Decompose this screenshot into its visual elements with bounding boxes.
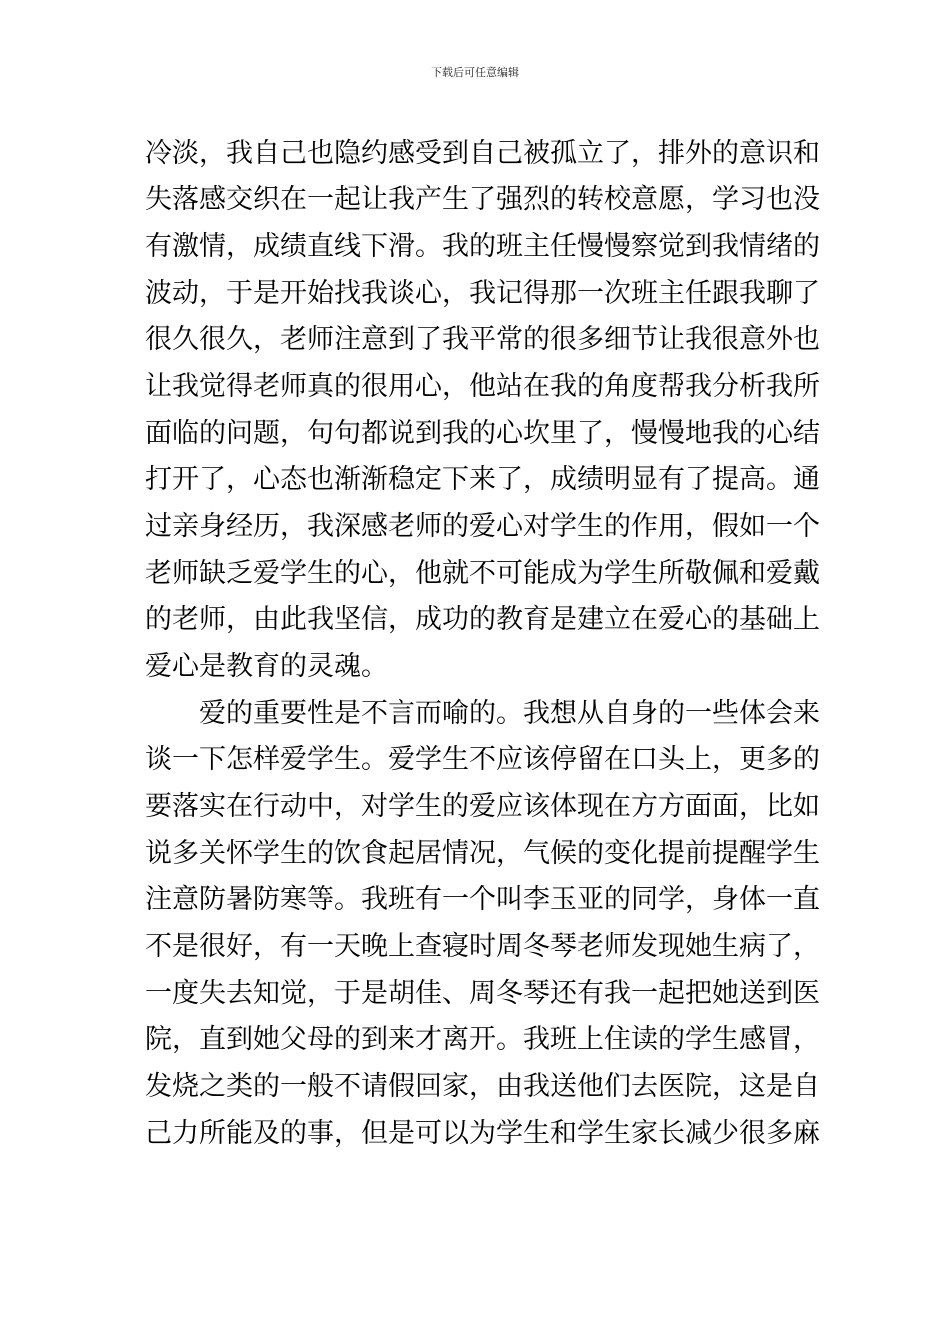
text-line: 打开了，心态也渐渐稳定下来了，成绩明显有了提高。通 — [145, 464, 820, 495]
page-header: 下载后可任意编辑 — [431, 66, 519, 79]
text-line: 波动，于是开始找我谈心，我记得那一次班主任跟我聊了 — [145, 278, 820, 309]
text-line: 要落实在行动中，对学生的爱应该体现在方方面面，比如 — [145, 791, 820, 822]
text-line: 过亲身经历，我深感老师的爱心对学生的作用，假如一个 — [145, 511, 820, 542]
text-line: 发烧之类的一般不请假回家，由我送他们去医院，这是自 — [145, 1071, 820, 1102]
text-line: 面临的问题，句句都说到我的心坎里了，慢慢地我的心结 — [145, 418, 820, 449]
text-line: 己力所能及的事，但是可以为学生和学生家长减少很多麻 — [145, 1118, 820, 1149]
text-line: 注意防暑防寒等。我班有一个叫李玉亚的同学，身体一直 — [145, 884, 820, 915]
text-line: 有激情，成绩直线下滑。我的班主任慢慢察觉到我情绪的 — [145, 231, 820, 262]
text-line: 说多关怀学生的饮食起居情况，气候的变化提前提醒学生 — [145, 838, 820, 869]
text-line: 谈一下怎样爱学生。爱学生不应该停留在口头上，更多的 — [145, 744, 820, 775]
text-line: 冷淡，我自己也隐约感受到自己被孤立了，排外的意识和 — [145, 138, 820, 169]
text-line: 一度失去知觉，于是胡佳、周冬琴还有我一起把她送到医 — [145, 978, 820, 1009]
text-line: 不是很好，有一天晚上查寝时周冬琴老师发现她生病了， — [145, 931, 820, 962]
text-line: 失落感交织在一起让我产生了强烈的转校意愿，学习也没 — [145, 184, 820, 215]
text-line: 让我觉得老师真的很用心，他站在我的角度帮我分析我所 — [145, 371, 820, 402]
text-line: 老师缺乏爱学生的心，他就不可能成为学生所敬佩和爱戴 — [145, 558, 820, 589]
text-line: 的老师，由此我坚信，成功的教育是建立在爱心的基础上 — [145, 604, 820, 635]
text-line: 很久很久，老师注意到了我平常的很多细节让我很意外也 — [145, 324, 820, 355]
text-line: 爱心是教育的灵魂。 — [145, 651, 388, 682]
text-line: 爱的重要性是不言而喻的。我想从自身的一些体会来 — [145, 698, 820, 729]
text-line: 院，直到她父母的到来才离开。我班上住读的学生感冒， — [145, 1024, 820, 1055]
